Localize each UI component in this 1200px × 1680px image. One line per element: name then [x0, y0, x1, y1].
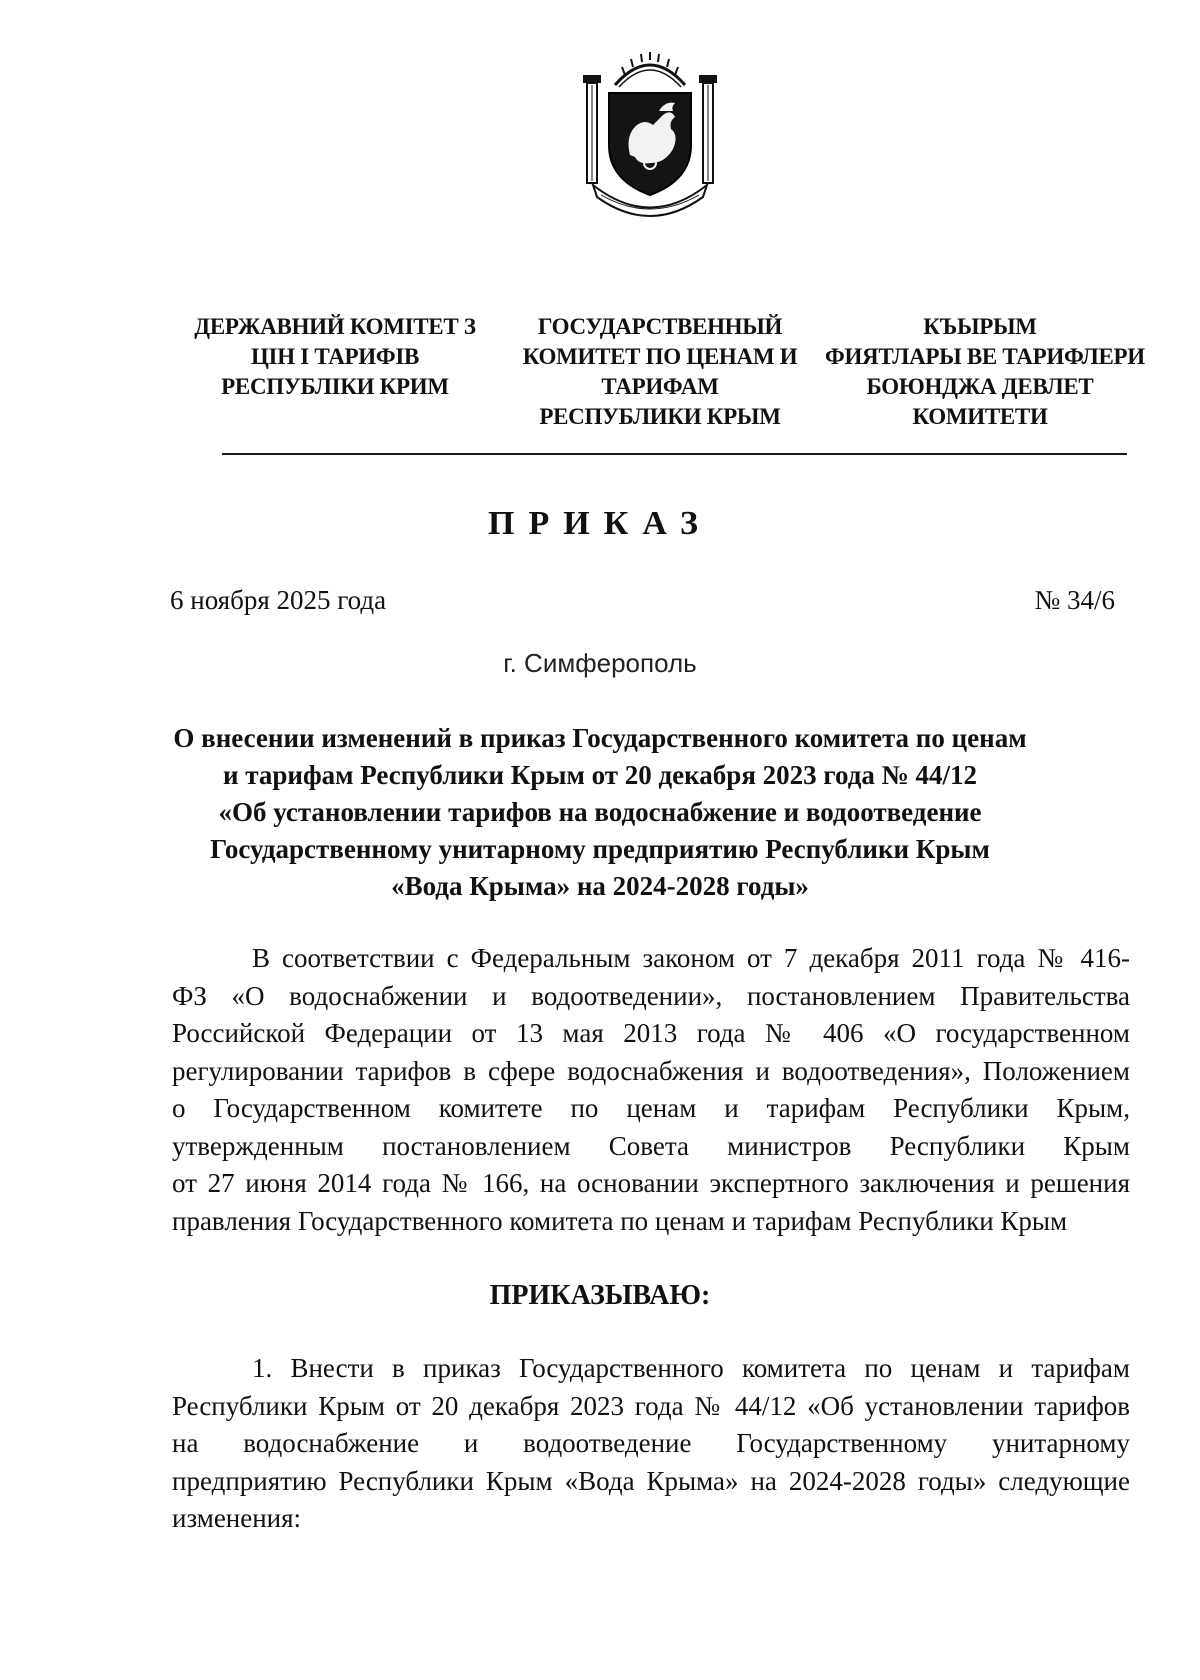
- preamble-line: регулировании тарифов в сфере водоснабжения и водоотведения», Положением: [172, 1055, 1130, 1086]
- header-divider: [222, 453, 1127, 455]
- header-right-line: ФИЯТЛАРЫ ВЕ ТАРИФЛЕРИ: [825, 344, 1145, 369]
- item-1-line: изменения:: [172, 1503, 302, 1533]
- preamble-line: от 27 июня 2014 года № 166, на основании экспертного заключения и решения: [172, 1168, 1130, 1198]
- orders-heading: ПРИКАЗЫВАЮ:: [489, 1280, 711, 1311]
- header-center-line: РЕСПУБЛИКИ КРЫМ: [539, 404, 781, 429]
- header-left-line: РЕСПУБЛІКИ КРИМ: [221, 374, 449, 399]
- item-1-line: 1. Внести в приказ Государственного комитета по ценам и тарифам: [252, 1353, 1130, 1383]
- item-1-line: Республики Крым от 20 декабря 2023 года № 44/12 «Об установлении тарифов: [172, 1390, 1130, 1421]
- subject-line: О внесении изменений в приказ Государственного комитета по ценам: [173, 723, 1027, 753]
- preamble-line: о Государственном комитете по ценам и тарифам Республики Крым,: [172, 1093, 1130, 1123]
- header-right-line: КЪЫРЫМ: [923, 314, 1037, 339]
- header-ukrainian: [180, 312, 490, 402]
- subject-line: «Вода Крыма» на 2024-2028 годы»: [391, 871, 809, 901]
- item-1-paragraph: [172, 1350, 1130, 1538]
- preamble-paragraph: [172, 940, 1130, 1240]
- subject-line: Государственному унитарному предприятию Республики Крым: [210, 834, 990, 864]
- subject-line: и тарифам Республики Крым от 20 декабря 2023 года № 44/12: [222, 760, 978, 790]
- header-center-line: ГОСУДАРСТВЕННЫЙ: [537, 314, 783, 339]
- header-center-line: ТАРИФАМ: [601, 374, 719, 399]
- preamble-line: ФЗ «О водоснабжении и водоотведении», постановлением Правительства: [172, 980, 1130, 1011]
- header-left-line: ДЕРЖАВНИЙ КОМІТЕТ З: [194, 314, 476, 339]
- header-left-line: ЦІН І ТАРИФІВ: [250, 344, 420, 369]
- preamble-line: Российской Федерации от 13 мая 2013 года № 406 «О государственном: [172, 1018, 1130, 1048]
- preamble-line: В соответствии с Федеральным законом от 7 декабря 2011 года № 416-: [252, 943, 1130, 973]
- header-right-line: БОЮНДЖА ДЕВЛЕТ: [866, 374, 1094, 399]
- document-number: № 34/6: [1034, 585, 1115, 615]
- header-russian: [510, 312, 810, 432]
- document-date: 6 ноября 2025 года: [170, 585, 387, 615]
- item-1-line: предприятию Республики Крым «Вода Крыма» на 2024-2028 годы» следующие: [172, 1465, 1130, 1496]
- item-1-line: на водоснабжение и водоотведение Государственному унитарному: [172, 1428, 1130, 1458]
- document-subject: [150, 720, 1050, 905]
- preamble-line: утвержденным постановлением Совета министров Республики Крым: [172, 1130, 1130, 1161]
- header-right-line: КОМИТЕТИ: [912, 404, 1048, 429]
- subject-line: «Об установлении тарифов на водоснабжение и водоотведение: [218, 797, 982, 827]
- header-center-line: КОМИТЕТ ПО ЦЕНАМ И: [522, 344, 798, 369]
- document-title: ПРИКАЗ: [488, 505, 712, 542]
- header-crimean-tatar: [825, 312, 1145, 432]
- document-city: г. Симферополь: [503, 648, 697, 678]
- preamble-line: правления Государственного комитета по ценам и тарифам Республики Крым: [172, 1205, 1068, 1236]
- coat-of-arms-emblem: [575, 45, 725, 220]
